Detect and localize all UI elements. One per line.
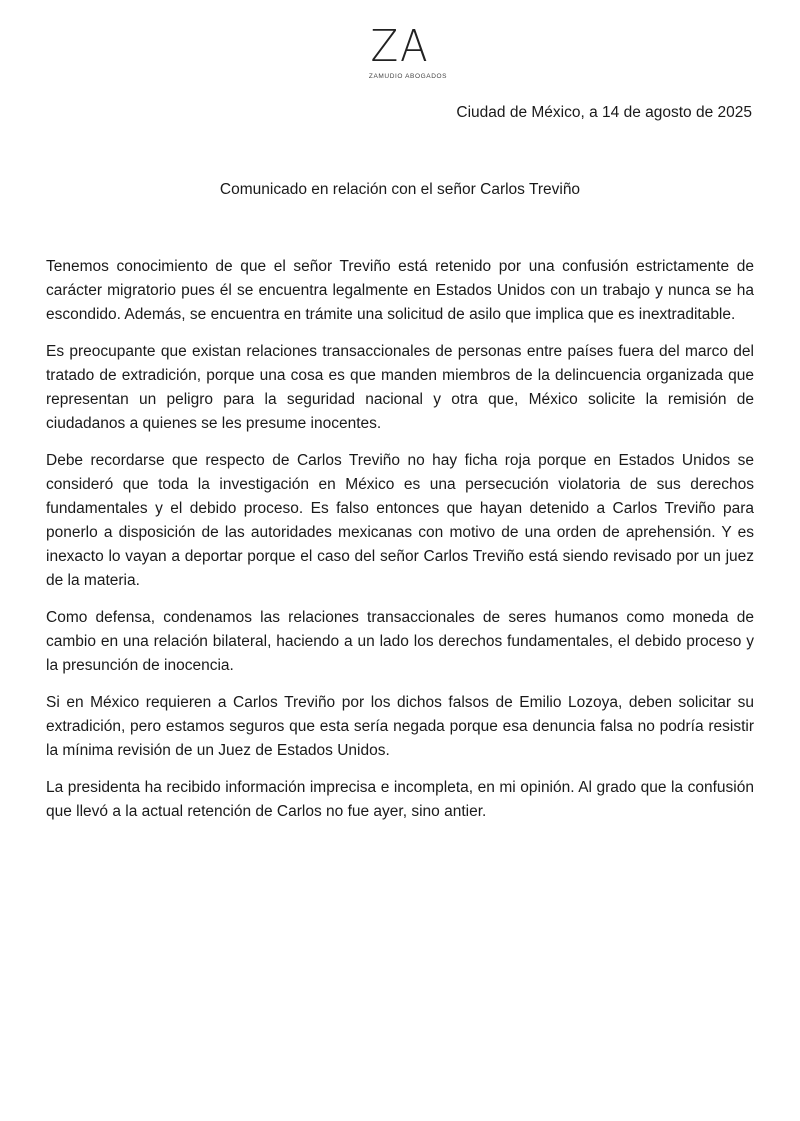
body-paragraph-3: Debe recordarse que respecto de Carlos Treviño no hay ficha roja porque en Estados Unidos se consideró que toda la investigación en México es una persecución violatoria de sus derechos fundamentales y el debido proceso. Es falso entonces que hayan detenido a Carlos Treviño para ponerlo a disposición de las autoridades mexicanas con motivo de una orden de aprehensión. Y es inexacto lo vayan a deportar porque el caso del señor Carlos Treviño está siendo revisado por un juez de la materia. [46, 452, 754, 589]
body-paragraph-2: Es preocupante que existan relaciones transaccionales de personas entre países fuera del marco del tratado de extradición, porque una cosa es que manden miembros de la delincuencia organizada que representan un peligro para la seguridad nacional y otra que, México solicite la remisión de ciudadanos a quienes se les presume inocentes. [46, 343, 754, 432]
body-paragraph-1: Tenemos conocimiento de que el señor Treviño está retenido por una confusión estrictamente de carácter migratorio pues él se encuentra legalmente en Estados Unidos con un trabajo y nunca se ha escondido. Además, se encuentra en trámite una solicitud de asilo que implica que es inextraditable. [46, 258, 754, 323]
firm-name: ZAMUDIO ABOGADOS [368, 73, 448, 80]
firm-logo: ZA [370, 21, 430, 72]
body-paragraph-6: La presidenta ha recibido información imprecisa e incompleta, en mi opinión. Al grado que la confusión que llevó a la actual retención de Carlos no fue ayer, sino antier. [46, 779, 754, 820]
body-paragraph-4: Como defensa, condenamos las relaciones transaccionales de seres humanos como moneda de cambio en una relación bilateral, haciendo a un lado los derechos fundamentales, el debido proceso y la presunción de inocencia. [46, 609, 754, 674]
date-line: Ciudad de México, a 14 de agosto de 2025 [456, 104, 752, 121]
document-body [46, 255, 754, 837]
letterhead [0, 22, 800, 80]
body-paragraph-5: Si en México requieren a Carlos Treviño por los dichos falsos de Emilio Lozoya, deben solicitar su extradición, pero estamos seguros que esta sería negada porque esa denuncia falsa no podría resistir la mínima revisión de un Juez de Estados Unidos. [46, 694, 754, 759]
document-subject: Comunicado en relación con el señor Carlos Treviño [219, 181, 581, 198]
